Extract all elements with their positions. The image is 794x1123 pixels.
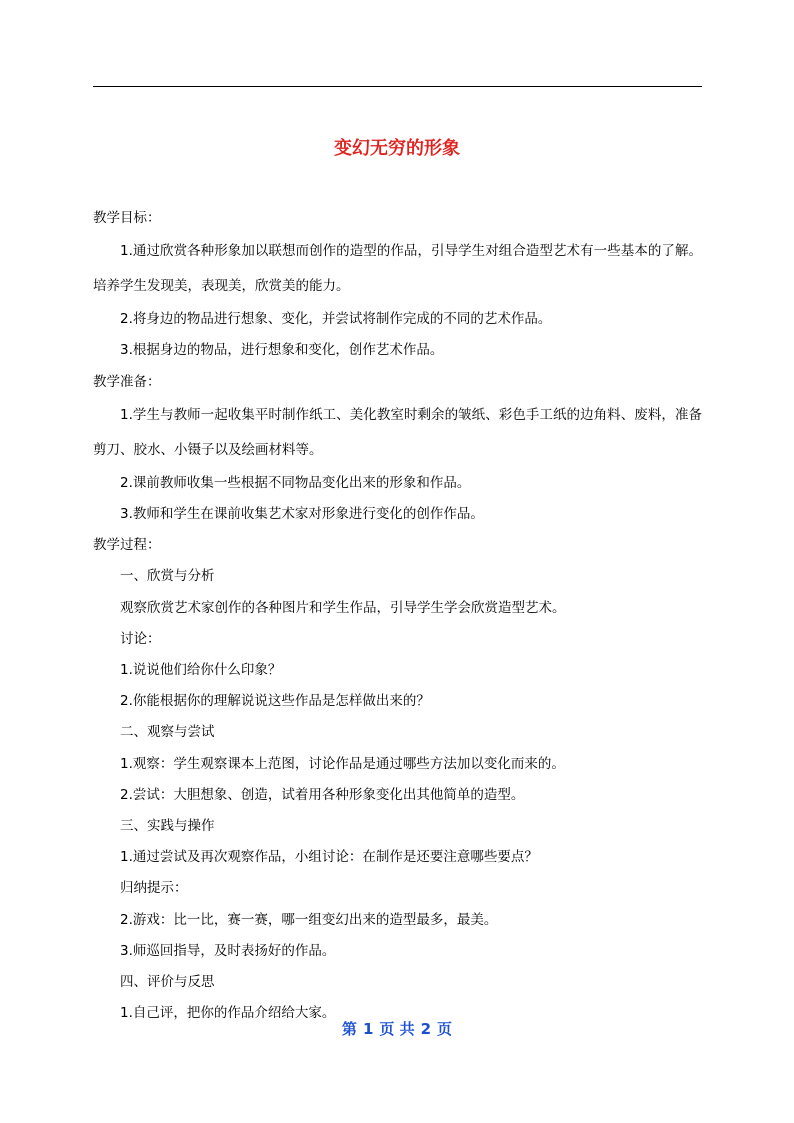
objective-1: 1.通过欣赏各种形象加以联想而创作的造型的作品，引导学生对组合造型艺术有一些基本的了解。培养学生发现美，表现美，欣赏美的能力。 <box>93 243 702 295</box>
observe-2: 2.尝试：大胆想象、创造，试着用各种形象变化出其他简单的造型。 <box>120 786 525 803</box>
header-rule <box>93 86 702 87</box>
preparation-1: 1.学生与教师一起收集平时制作纸工、美化教室时剩余的皱纸、彩色手工纸的边角料、废料，准备剪刀、胶水、小镊子以及绘画材料等。 <box>93 406 702 458</box>
practice-3: 3.师巡回指导，及时表扬好的作品。 <box>120 942 336 959</box>
heading-objectives: 教学目标： <box>93 210 161 226</box>
objective-2: 2.将身边的物品进行想象、变化，并尝试将制作完成的不同的艺术作品。 <box>120 311 552 328</box>
observe-1: 1.观察：学生观察课本上范图，讨论作品是通过哪些方法加以变化而来的。 <box>120 755 565 772</box>
objective-3: 3.根据身边的物品，进行想象和变化，创作艺术作品。 <box>120 342 444 359</box>
footer-suffix: 页 <box>437 1020 453 1038</box>
preparation-3: 3.教师和学生在课前收集艺术家对形象进行变化的创作作品。 <box>120 506 484 523</box>
section-evaluation: 四、评价与反思 <box>120 974 215 991</box>
summary-label: 归纳提示： <box>120 880 188 897</box>
discussion-label: 讨论： <box>120 630 161 647</box>
heading-preparation: 教学准备： <box>93 373 161 390</box>
footer-total-pages: 2 <box>420 1020 432 1038</box>
preparation-2: 2.课前教师收集一些根据不同物品变化出来的形象和作品。 <box>120 474 471 491</box>
section-observe: 二、观察与尝试 <box>120 724 215 741</box>
appreciation-text: 观察欣赏艺术家创作的各种图片和学生作品，引导学生学会欣赏造型艺术。 <box>120 599 566 616</box>
footer-prefix: 第 <box>341 1020 357 1038</box>
footer-current-page: 1 <box>362 1020 374 1038</box>
section-practice: 三、实践与操作 <box>120 818 215 835</box>
discussion-q2: 2.你能根据你的理解说说这些作品是怎样做出来的？ <box>120 693 430 710</box>
practice-2: 2.游戏：比一比，赛一赛，哪一组变幻出来的造型最多，最美。 <box>120 911 498 928</box>
document-title: 变幻无穷的形象 <box>334 138 460 159</box>
practice-1: 1.通过尝试及再次观察作品，小组讨论：在制作是还要注意哪些要点？ <box>120 849 538 866</box>
discussion-q1: 1.说说他们给你什么印象？ <box>120 662 282 679</box>
document-body <box>93 203 702 1029</box>
page-footer <box>0 1016 794 1042</box>
footer-middle: 页 共 <box>379 1020 415 1038</box>
heading-process: 教学过程： <box>93 537 161 554</box>
section-appreciation: 一、欣赏与分析 <box>120 568 215 585</box>
evaluation-1: 1.自己评，把你的作品介绍给大家。 <box>120 1005 336 1022</box>
